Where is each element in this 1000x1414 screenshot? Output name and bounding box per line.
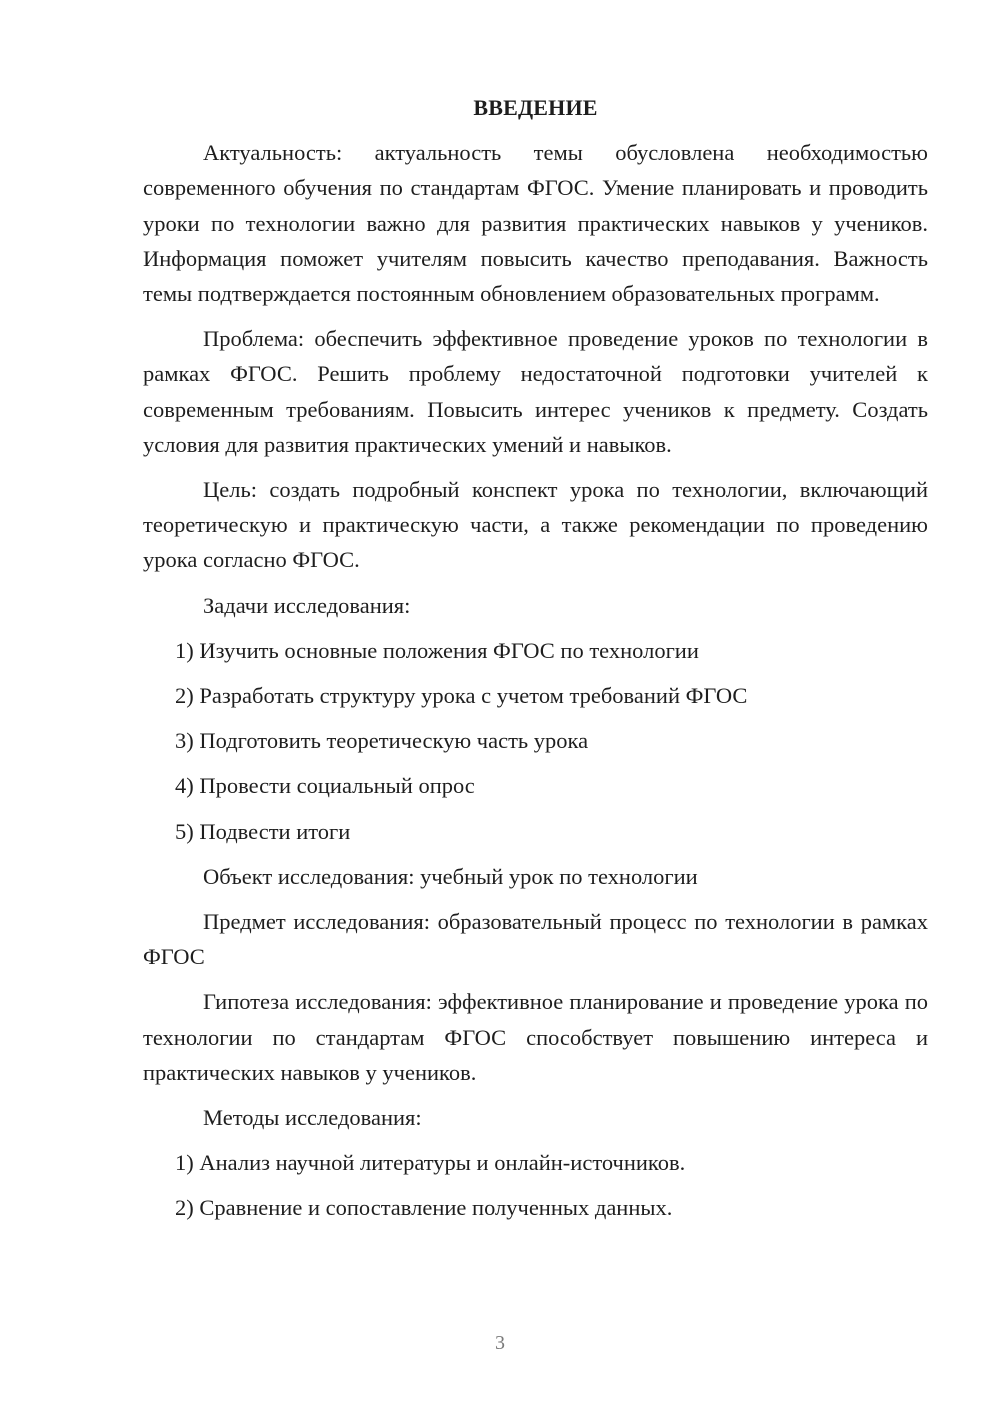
list-item: 1) Анализ научной литературы и онлайн-источников.: [175, 1150, 686, 1176]
list-item: 1) Изучить основные положения ФГОС по технологии: [175, 637, 699, 663]
page-content: [143, 90, 928, 1236]
page-number: 3: [495, 1332, 505, 1354]
subject-paragraph: Предмет исследования: образовательный процесс по технологии в рамках ФГОС: [143, 909, 928, 970]
list-item: 3) Подготовить теоретическую часть урока: [175, 728, 589, 754]
goal-paragraph: Цель: создать подробный конспект урока по технологии, включающий теоретическую и практическую части, а также рекомендации по проведению урока согласно ФГОС.: [143, 477, 928, 573]
tasks-list: [143, 633, 928, 849]
list-item: 4) Провести социальный опрос: [175, 773, 475, 799]
object-paragraph: Объект исследования: учебный урок по технологии: [203, 863, 698, 889]
methods-list: [143, 1145, 928, 1225]
list-item: 2) Разработать структуру урока с учетом требований ФГОС: [175, 683, 748, 709]
methods-title: Методы исследования:: [203, 1105, 422, 1131]
tasks-title: Задачи исследования:: [203, 592, 411, 618]
page-heading: ВВЕДЕНИЕ: [473, 95, 598, 120]
list-item: 2) Сравнение и сопоставление полученных данных.: [175, 1195, 673, 1221]
hypothesis-paragraph: Гипотеза исследования: эффективное планирование и проведение урока по технологии по стандартам ФГОС способствует повышению интереса и практических навыков у учеников.: [143, 989, 928, 1085]
problem-paragraph: Проблема: обеспечить эффективное проведение уроков по технологии в рамках ФГОС. Решить проблему недостаточной подготовки учителей к современным требованиям. Повысить интерес учеников к предмету. Создать условия для развития практических умений и навыков.: [143, 326, 928, 457]
relevance-paragraph: Актуальность: актуальность темы обусловлена необходимостью современного обучения по стандартам ФГОС. Умение планировать и проводить уроки по технологии важно для развития практических навыков у учеников. Информация поможет учителям повысить качество преподавания. Важность темы подтверждается постоянным обновлением образовательных программ.: [143, 140, 928, 307]
list-item: 5) Подвести итоги: [175, 818, 351, 844]
